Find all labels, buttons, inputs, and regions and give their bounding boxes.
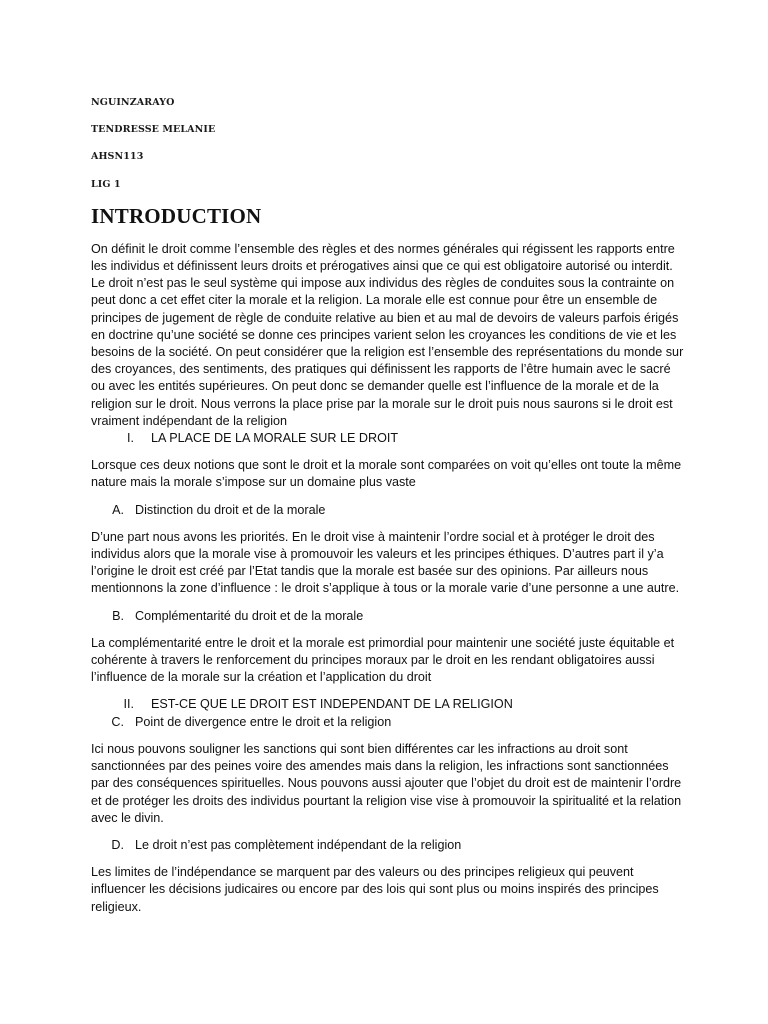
document-title: INTRODUCTION [91, 203, 262, 228]
subsection-d-paragraph: Les limites de l’indépendance se marquent par des valeurs ou des principes religieux qui peuvent influencer les décisions judicaires ou encore par des lois qui sont plus ou moins inspirés des principes religieux. [91, 865, 659, 914]
section-1-number: I. [127, 431, 134, 446]
subsection-a-title: Distinction du droit et de la morale [135, 502, 326, 517]
author-name: NGUINZARAYO [91, 97, 175, 108]
subsection-b-paragraph: La complémentarité entre le droit et la morale est primordial pour maintenir une société juste équitable et cohérente à travers le renforcement du principes moraux par le droit en les rendant obligatoires aussi l’influence de la morale sur la création et l’application du droit [91, 635, 675, 685]
section-2-number: II. [123, 697, 134, 712]
section-1-heading [91, 430, 686, 447]
subsection-d-letter: D. [111, 837, 124, 852]
section-1-paragraph: Lorsque ces deux notions que sont le droit et la morale sont comparées on voit qu’elles ont toute la même nature mais la morale s’impose sur un domaine plus vaste [91, 458, 682, 490]
subsection-d-heading [91, 837, 686, 854]
subsection-a-heading [91, 502, 686, 519]
subsection-c-title: Point de divergence entre le droit et la religion [135, 714, 392, 729]
document-content [91, 88, 686, 916]
section-1-title: LA PLACE DE LA MORALE SUR LE DROIT [151, 431, 399, 446]
subsection-b-letter: B. [112, 608, 124, 623]
subsection-c-heading [91, 714, 686, 731]
subsection-b-heading [91, 608, 686, 625]
subsection-b-title: Complémentarité du droit et de la morale [135, 608, 364, 623]
class-level: LIG 1 [91, 178, 121, 190]
subsection-a-paragraph: D’une part nous avons les priorités. En le droit vise à maintenir l’ordre social et à protéger le droit des individus alors que la morale vise à promouvoir les valeurs et les principes éthiques. D’autres part il y’a l’origine le droit est créé par l’Etat tandis que la morale est basée sur des opinions. Par ailleurs nous mentionnons la zone d’influence : le droit s’applique à tous or la morale varie d’une personne a une autre. [91, 529, 680, 596]
course-code: AHSN113 [91, 151, 144, 163]
section-2-heading [91, 696, 686, 713]
subsection-a-letter: A. [112, 502, 124, 517]
subsection-d-title: Le droit n’est pas complètement indépendant de la religion [135, 837, 462, 852]
intro-paragraph: On définit le droit comme l’ensemble des règles et des normes générales qui régissent les rapports entre les individus et définissent leurs droits et prérogatives ainsi que ce qui est obligatoire autorisé ou interdit. Le droit n’est pas le seul système qui impose aux individus des règles de conduites sous la contrainte on peut donc a cet effet citer la morale et la religion. La morale elle est connue pour être un ensemble de principes de jugement de règle de conduite relative au bien et au mal de devoirs de valeurs parfois érigés en doctrine qu’une société se donne ces principes varient selon les croyances les conditions de vie et les besoins de la société. On peut considérer que la religion est l’ensemble des représentations du monde sur des croyances, des sentiments, des pratiques qui définissent les rapports de l’être humain avec le sacré ou avec les entités supérieures. On peut donc se demander quelle est l’influence de la morale et de la religion sur le droit. Nous verrons la place prise par la morale sur le droit puis nous saurons si le droit est vraiment indépendant de la religion [91, 241, 684, 428]
section-2-title: EST-CE QUE LE DROIT EST INDEPENDANT DE LA RELIGION [151, 697, 513, 712]
author-name-2: TENDRESSE MELANIE [91, 124, 216, 136]
subsection-c-paragraph: Ici nous pouvons souligner les sanctions qui sont bien différentes car les infractions au droit sont sanctionnées par des peines voire des amendes mais dans la religion, les infractions sont sanctionnées par des conséquences spirituelles. Nous pouvons aussi ajouter que l’objet du droit est de maintenir l’ordre et de protéger les droits des individus pourtant la religion vise vise à promouvoir la spiritualité et la relation avec le divin. [91, 741, 682, 825]
subsection-c-letter: C. [111, 714, 124, 729]
